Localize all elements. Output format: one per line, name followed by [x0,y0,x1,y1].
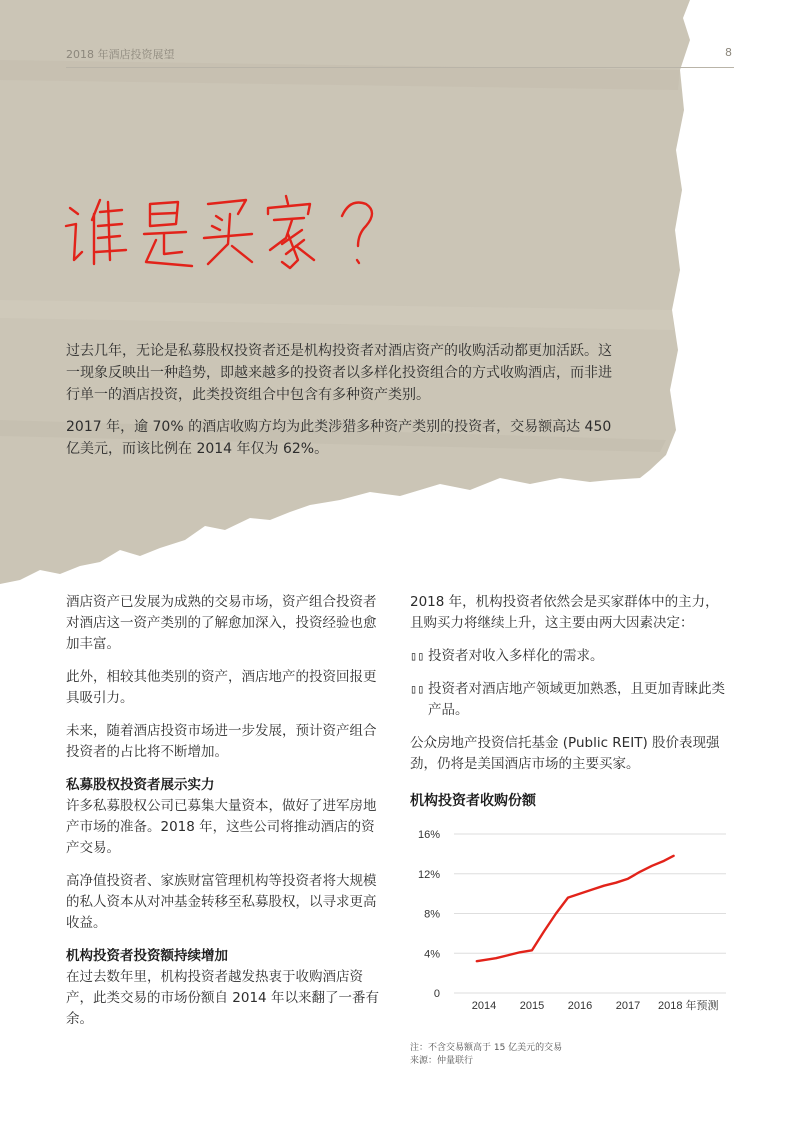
x-tick-label: 2016 [567,1000,593,1012]
y-tick-label: 16% [417,829,440,841]
y-tick-label: 0 [433,988,440,1000]
footnote: 注：不含交易额高于 15 亿美元的交易 [410,1043,563,1053]
right-column [410,592,730,787]
bullet-text: 投资者对收入多样化的需求。 [428,648,604,664]
body-paragraph: 公众房地产投资信托基金 (Public REIT) 股价表现强劲，仍将是美国酒店市场的主要买家。 [410,735,720,772]
bullet-marker: ▯▯ [410,649,425,663]
bullet-marker: ▯▯ [410,682,425,696]
series-line [477,856,674,961]
handwritten-headline [60,190,400,280]
footnotes [410,1042,730,1068]
y-tick-label: 4% [424,948,440,961]
chart-title: 机构投资者收购份额 [410,793,536,809]
x-tick-label: 2015 [519,1000,545,1012]
page-number: 8 [725,46,732,59]
intro-section [66,340,622,470]
body-paragraph: 许多私募股权公司已募集大量资本，做好了进军房地产市场的准备。2018 年，这些公司将推动酒店的资产交易。 [66,798,377,856]
source-note: 来源：仲量联行 [410,1056,474,1066]
x-tick-label: 2017 [615,1000,641,1012]
y-tick-label: 12% [417,868,440,881]
bullet-text: 投资者对酒店地产领域更加熟悉，且更加青睐此类产品。 [428,681,725,718]
line-chart [400,812,740,1022]
y-tick-label: 8% [424,908,440,921]
intro-paragraph: 2017 年，逾 70% 的酒店收购方均为此类涉猎多种资产类别的投资者，交易额高达 450 亿美元，而该比例在 2014 年仅为 62%。 [66,419,612,457]
x-tick-label: 2018 年预测 [658,1000,719,1012]
section-heading: 机构投资者投资额持续增加 [66,948,228,964]
page-header [66,44,734,68]
body-paragraph: 在过去数年里，机构投资者越发热衷于收购酒店资产，此类交易的市场份额自 2014 年以来翻了一番有余。 [66,969,379,1027]
body-paragraph: 未来，随着酒店投资市场进一步发展，预计资产组合投资者的占比将不断增加。 [66,723,377,760]
bullet-item [410,679,730,721]
body-paragraph: 此外，相较其他类别的资产，酒店地产的投资回报更具吸引力。 [66,669,377,706]
section-heading: 私募股权投资者展示实力 [66,777,215,793]
header-title: 2018 年酒店投资展望 [66,48,175,61]
x-tick-label: 2014 [471,1000,497,1012]
bullet-item [410,646,730,667]
left-column [66,592,386,1042]
intro-paragraph: 过去几年，无论是私募股权投资者还是机构投资者对酒店资产的收购活动都更加活跃。这一现象反映出一种趋势，即越来越多的投资者以多样化投资组合的方式收购酒店，而非进行单一的酒店投资，此类投资组合中包含有多种资产类别。 [66,343,612,403]
body-paragraph: 酒店资产已发展为成熟的交易市场，资产组合投资者对酒店这一资产类别的了解愈加深入，投资经验也愈加丰富。 [66,594,377,652]
body-paragraph: 2018 年，机构投资者依然会是买家群体中的主力，且购买力将继续上升，这主要由两大因素决定： [410,594,719,631]
body-paragraph: 高净值投资者、家族财富管理机构等投资者将大规模的私人资本从对冲基金转移至私募股权，以寻求更高收益。 [66,873,377,931]
